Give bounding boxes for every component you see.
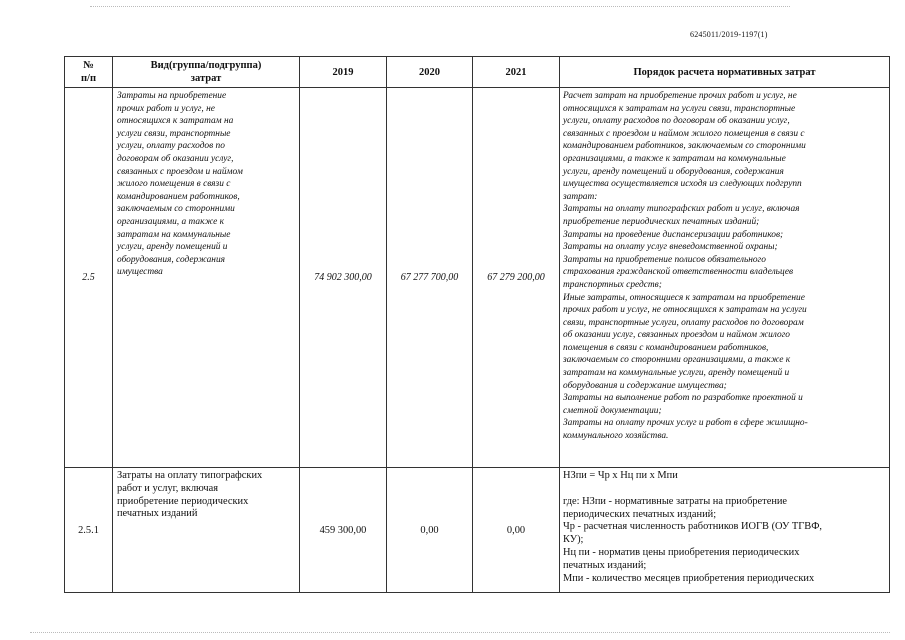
row-num: 2.5 — [65, 88, 113, 468]
text-line: Затраты на приобретение — [117, 91, 227, 101]
header-2020: 2020 — [387, 57, 473, 88]
text-line: страхования гражданской ответственности владельцев — [563, 267, 794, 278]
text-line: Чр - расчетная численность работников ИОГВ (ОУ ТГВФ, — [563, 521, 823, 533]
text-line: оборудования и содержание имущества; — [563, 380, 727, 391]
row-value-2021: 67 279 200,00 — [473, 88, 560, 468]
header-type — [113, 57, 300, 88]
text-line: связи, транспортные услуги, оплату расходов по договорам — [563, 317, 804, 328]
text-line: приобретение периодических — [117, 495, 249, 507]
text-line: Иные затраты, относящиеся к затратам на приобретение — [563, 292, 805, 303]
text-line: заключаемым со сторонними — [117, 204, 235, 215]
text-line: услуги, аренду помещений и — [117, 242, 228, 253]
text-line: печатных изданий; — [563, 559, 647, 571]
row-type — [113, 468, 300, 593]
text-line: командированием работников, — [117, 191, 240, 202]
text-line: услуги, оплату расходов по — [117, 141, 225, 152]
text-line: Затраты на приобретение полисов обязательного — [563, 254, 766, 265]
table-header-row — [65, 57, 890, 88]
text-line: Мпи - количество месяцев приобретения периодических — [563, 572, 815, 584]
header-num — [65, 57, 113, 88]
text-line: относящихся к затратам на — [117, 116, 234, 127]
scan-noise-bottom — [30, 632, 890, 633]
formula: НЗпи = Чр х Нц пи х Мпи — [563, 470, 678, 481]
cost-table — [64, 56, 890, 593]
row-value-2020: 67 277 700,00 — [387, 88, 473, 468]
text-line: услуги связи, транспортные — [117, 128, 231, 139]
header-num-line-2: п/п — [80, 73, 97, 84]
row-value-2019: 74 902 300,00 — [300, 88, 387, 468]
header-type-line-1: Вид(группа/подгруппа) — [150, 60, 262, 71]
row-method — [560, 88, 890, 468]
row-method — [560, 468, 890, 593]
text-line: приобретение периодических печатных изданий; — [563, 216, 760, 227]
text-line: заключаемым со сторонними организациями, а также к — [563, 355, 791, 366]
text-line: оборудования, содержания — [117, 254, 225, 265]
header-2019: 2019 — [300, 57, 387, 88]
text-line: Затраты на оплату прочих услуг и работ в сфере жилищно- — [563, 418, 808, 429]
text-line: прочих работ и услуг, не — [117, 103, 215, 114]
text-line: КУ); — [563, 534, 584, 546]
text-line: имущества — [117, 267, 163, 278]
table-row — [65, 88, 890, 468]
text-line: Нц пи - норматив цены приобретения периодических — [563, 546, 800, 558]
text-line: затратам на коммунальные — [117, 229, 231, 240]
text-line: об оказании услуг, связанных проездом и наймом жилого — [563, 330, 790, 341]
text-line: услуги, аренду помещений и оборудования, содержания — [563, 166, 784, 177]
text-line: связанных с проездом и наймом жилого помещения в связи с — [563, 128, 805, 139]
row-type — [113, 88, 300, 468]
text-line: затратам на коммунальные услуги, аренду помещений и — [563, 368, 790, 379]
document-number: 6245011/2019-1197(1) — [690, 30, 768, 39]
scan-noise-top — [90, 6, 790, 7]
text-line: периодических печатных изданий; — [563, 508, 717, 520]
header-type-line-2: затрат — [190, 73, 222, 84]
text-line: относящихся к затратам на услуги связи, транспортные — [563, 103, 796, 114]
row-num: 2.5.1 — [65, 468, 113, 593]
text-line: услуги, оплату расходов по договорам об оказании услуг, — [563, 116, 790, 127]
text-line: помещения в связи с командированием работников, — [563, 342, 769, 353]
text-line: Затраты на проведение диспансеризации работников; — [563, 229, 784, 240]
text-line: Затраты на оплату услуг вневедомственной охраны; — [563, 242, 778, 253]
text-line: прочих работ и услуг, не относящихся к затратам на услуги — [563, 305, 807, 316]
header-num-line-1: № — [83, 60, 94, 71]
text-line: затрат: — [563, 191, 598, 202]
spacer — [563, 483, 886, 496]
text-line: коммунального хозяйства. — [563, 431, 669, 442]
text-line: договорам об оказании услуг, — [117, 153, 234, 164]
text-line: где: НЗпи - нормативные затраты на приобретение — [563, 495, 788, 507]
header-2021: 2021 — [473, 57, 560, 88]
row-value-2019: 459 300,00 — [300, 468, 387, 593]
text-line: имущества осуществляется исходя из следующих подгрупп — [563, 179, 802, 190]
text-line: печатных изданий — [117, 508, 198, 520]
text-line: транспортных средств; — [563, 279, 662, 290]
row-value-2021: 0,00 — [473, 468, 560, 593]
text-line: организациями, а также к затратам на коммунальные — [563, 153, 786, 164]
text-line: связанных с проездом и наймом — [117, 166, 243, 177]
text-line: сметной документации; — [563, 405, 662, 416]
row-value-2020: 0,00 — [387, 468, 473, 593]
text-line: Затраты на оплату типографских работ и услуг, включая — [563, 204, 800, 215]
table-row — [65, 468, 890, 593]
text-line: организациями, а также к — [117, 216, 224, 227]
text-line: Расчет затрат на приобретение прочих работ и услуг, не — [563, 91, 797, 101]
text-line: жилого помещения в связи с — [117, 179, 231, 190]
text-line: командированием работников, заключаемым со сторонними — [563, 141, 806, 152]
header-method: Порядок расчета нормативных затрат — [560, 57, 890, 88]
text-line: Затраты на оплату типографских — [117, 470, 263, 481]
text-line: Затраты на выполнение работ по разработке проектной и — [563, 393, 803, 404]
text-line: работ и услуг, включая — [117, 482, 219, 494]
